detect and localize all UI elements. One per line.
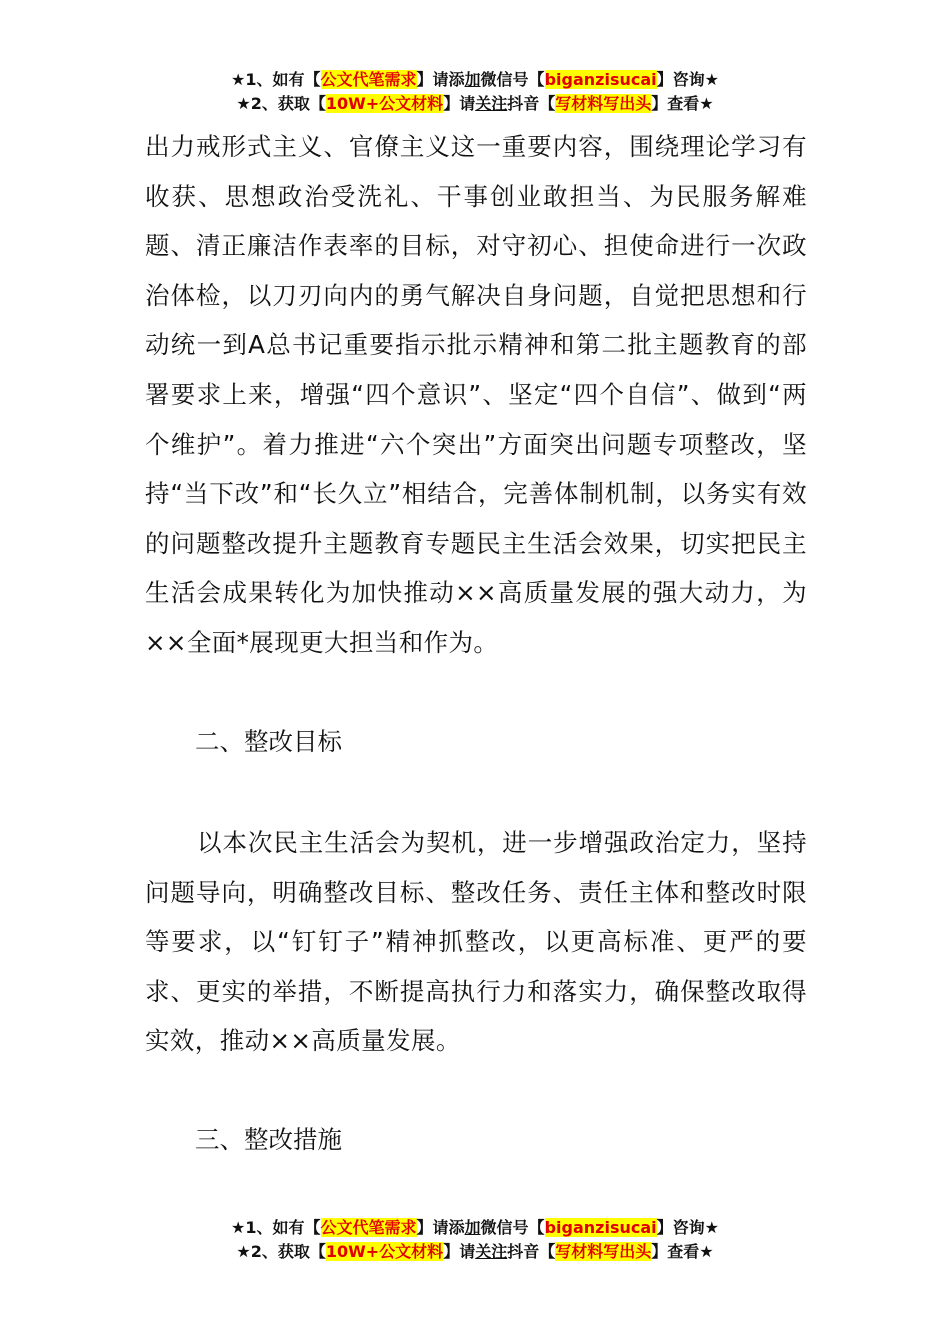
paragraph-1: 出力戒形式主义、官僚主义这一重要内容，围绕理论学习有收获、思想政治受洗礼、干事创业敢担当、为民服务解难题、清正廉洁作表率的目标，对守初心、担使命进行一次政治体检，以刀刃向内的勇气解决自身问题，自觉把思想和行动统一到A总书记重要指示批示精神和第二批主题教育的部署要求上来，增强“四个意识”、坚定“四个自信”、做到“两个维护”。着力推进“六个突出”方面突出问题专项整改，坚持“当下改”和“长久立”相结合，完善体制机制，以务实有效的问题整改提升主题教育专题民主生活会效果，切实把民主生活会成果转化为加快推动××高质量发展的强大动力，为××全面*展现更大担当和作为。: [145, 132, 807, 657]
banner-line-1: ★1、如有【公文代笔需求】请添加微信号【biganzisucai】咨询★: [231, 70, 719, 89]
highlight-materials: 10W+公文材料: [325, 94, 444, 113]
highlight-ghostwriting: 公文代笔需求: [320, 70, 417, 89]
banner-line-1: ★1、如有【公文代笔需求】请添加微信号【biganzisucai】咨询★: [231, 1218, 719, 1237]
paragraph-2: 以本次民主生活会为契机，进一步增强政治定力，坚持问题导向，明确整改目标、整改任务、责任主体和整改时限等要求，以“钉钉子”精神抓整改，以更高标准、更严的要求、更实的举措，不断提高执行力和落实力，确保整改取得实效，推动××高质量发展。: [145, 828, 807, 1056]
highlight-douyin: 写材料写出头: [555, 1242, 652, 1261]
header-banner: [0, 68, 950, 116]
footer-banner: [0, 1216, 950, 1264]
section-heading-targets: 二、整改目标: [195, 727, 342, 756]
highlight-wechat-id: biganzisucai: [544, 1218, 657, 1237]
highlight-materials: 10W+公文材料: [325, 1242, 444, 1261]
highlight-wechat-id: biganzisucai: [544, 70, 657, 89]
section-heading-measures: 三、整改措施: [195, 1125, 342, 1154]
highlight-douyin: 写材料写出头: [555, 94, 652, 113]
highlight-ghostwriting: 公文代笔需求: [320, 1218, 417, 1237]
banner-line-2: ★2、获取【10W+公文材料】请关注抖音【写材料写出头】查看★: [236, 1242, 714, 1261]
banner-line-2: ★2、获取【10W+公文材料】请关注抖音【写材料写出头】查看★: [236, 94, 714, 113]
